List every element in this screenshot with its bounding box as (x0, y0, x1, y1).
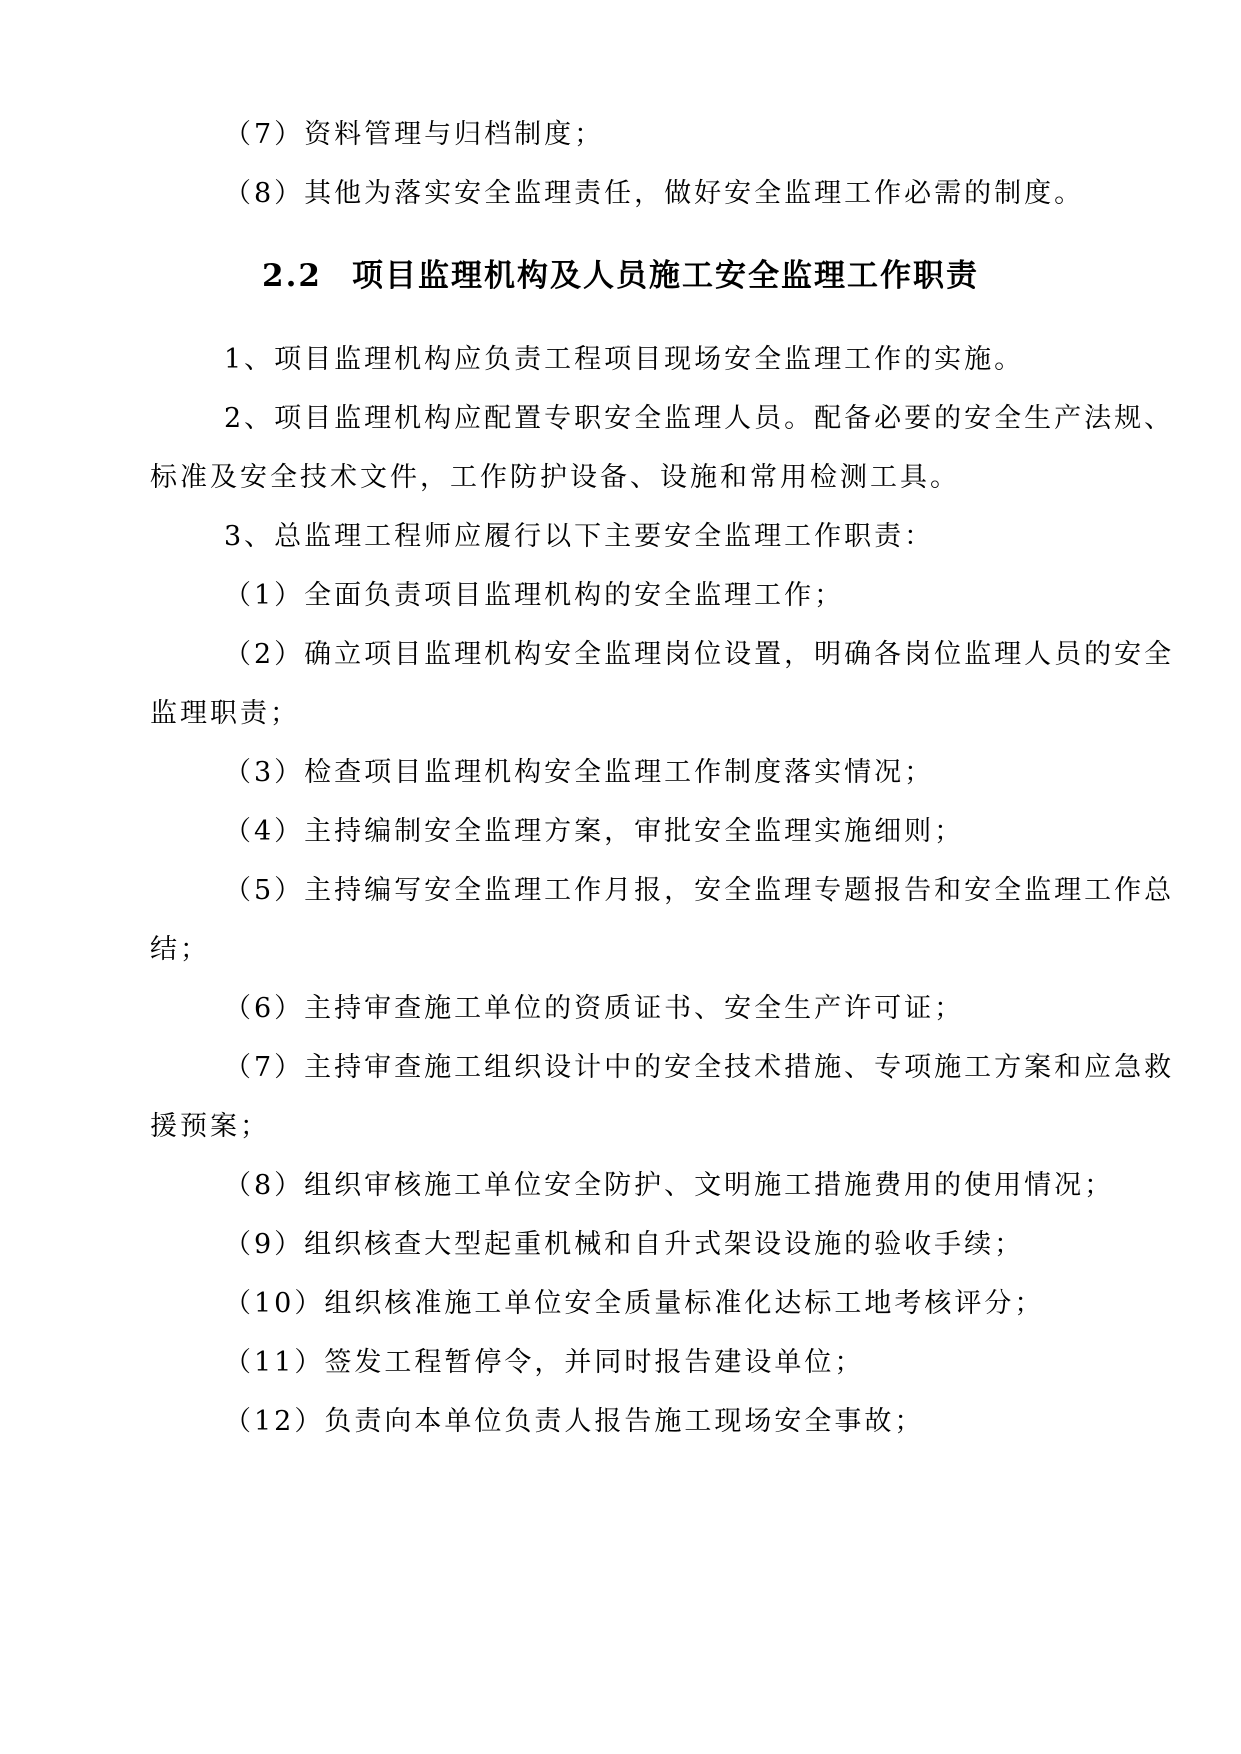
list-item: （12）负责向本单位负责人报告施工现场安全事故； (224, 1406, 925, 1437)
section-title: 项目监理机构及人员施工安全监理工作职责 (351, 258, 979, 294)
list-item: （10）组织核准施工单位安全质量标准化达标工地考核评分； (224, 1288, 1045, 1319)
list-item: （2）确立项目监理机构安全监理岗位设置，明确各岗位监理人员的安全 (224, 639, 1175, 670)
paragraph-line: 1、项目监理机构应负责工程项目现场安全监理工作的实施。 (224, 344, 1025, 375)
paragraph-line: 2、项目监理机构应配置专职安全监理人员。配备必要的安全生产法规、 (224, 403, 1175, 434)
paragraph-line: 3、总监理工程师应履行以下主要安全监理工作职责： (224, 521, 935, 552)
paragraph-line: 标准及安全技术文件，工作防护设备、设施和常用检测工具。 (150, 462, 960, 493)
list-item-continuation: 监理职责； (150, 698, 300, 729)
list-item: （1）全面负责项目监理机构的安全监理工作； (224, 580, 845, 611)
list-item: （5）主持编写安全监理工作月报，安全监理专题报告和安全监理工作总 (224, 875, 1175, 906)
list-item: （4）主持编制安全监理方案，审批安全监理实施细则； (224, 816, 965, 847)
list-item: （7）主持审查施工组织设计中的安全技术措施、专项施工方案和应急救 (224, 1052, 1175, 1083)
list-item: （11）签发工程暂停令，并同时报告建设单位； (224, 1347, 865, 1378)
list-item: （9）组织核查大型起重机械和自升式架设设施的验收手续； (224, 1229, 1025, 1260)
list-item: （7）资料管理与归档制度； (224, 119, 605, 150)
section-number: 2.2 (262, 258, 322, 294)
list-item: （6）主持审查施工单位的资质证书、安全生产许可证； (224, 993, 965, 1024)
list-item: （8）其他为落实安全监理责任，做好安全监理工作必需的制度。 (224, 178, 1085, 209)
list-item-continuation: 援预案； (150, 1111, 270, 1142)
section-heading (0, 254, 1241, 298)
list-item-continuation: 结； (150, 934, 210, 965)
list-item: （8）组织审核施工单位安全防护、文明施工措施费用的使用情况； (224, 1170, 1115, 1201)
list-item: （3）检查项目监理机构安全监理工作制度落实情况； (224, 757, 935, 788)
